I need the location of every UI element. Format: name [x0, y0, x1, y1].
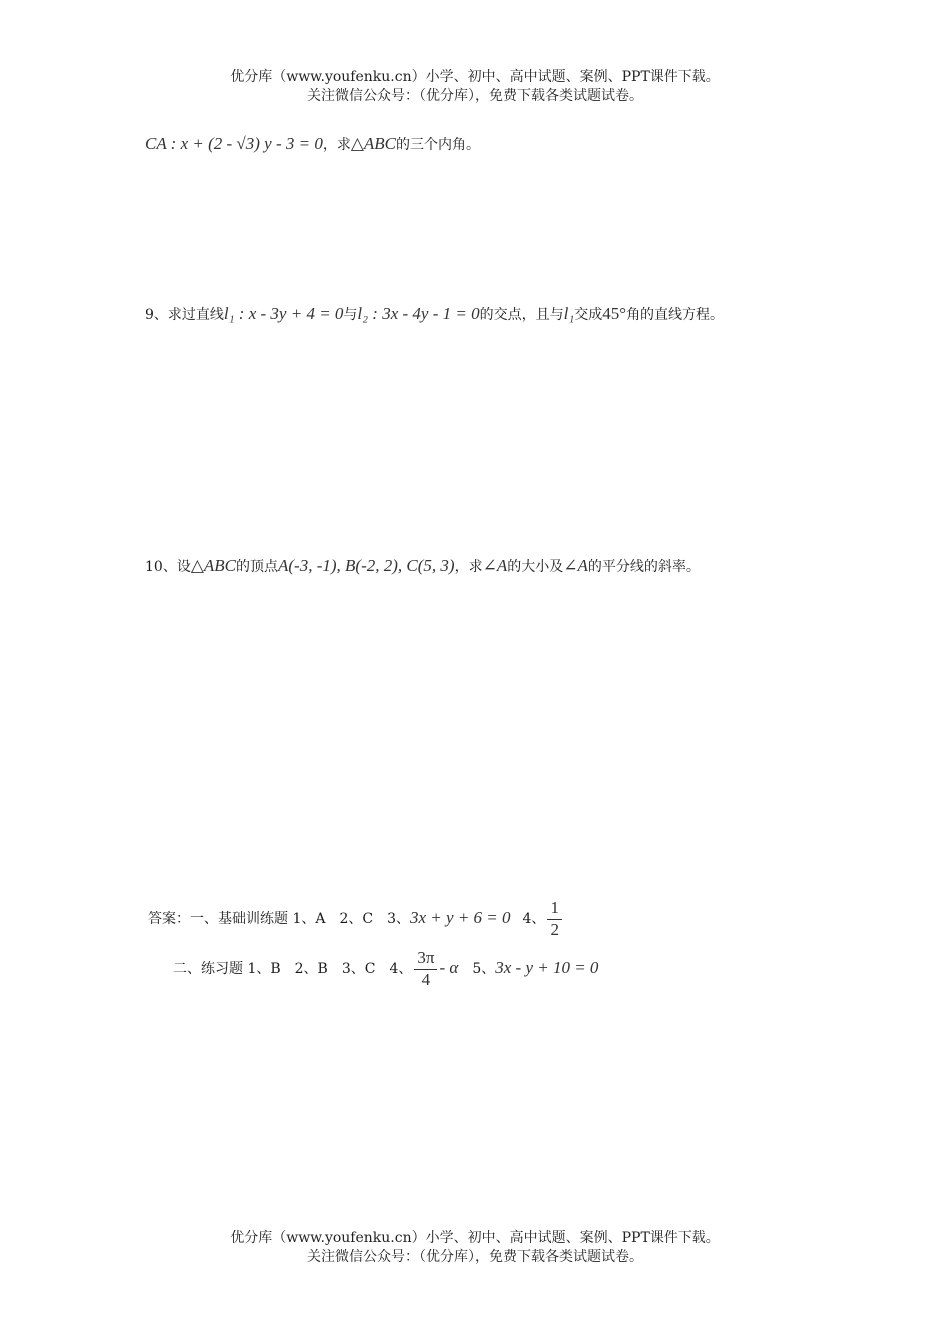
q10-prefix: 10、设	[145, 559, 191, 575]
fraction-numerator: 3π	[414, 948, 437, 970]
triangle-abc: △ABC	[350, 134, 397, 153]
line-ca-equation: CA : x + (2 - √3) y - 3 = 0	[145, 134, 323, 153]
q9-mid: 的交点，且与	[479, 307, 564, 323]
answer-5-equation: 3x - y + 10 = 0	[495, 958, 599, 977]
triangle-abc: △ABC	[190, 556, 237, 575]
footer-source-line: 优分库（www.youfenku.cn）小学、初中、高中试题、案例、PPT课件下载。	[230, 1230, 720, 1246]
header-source-line: 优分库（www.youfenku.cn）小学、初中、高中试题、案例、PPT课件下载。	[230, 69, 720, 85]
q9-and: 与	[343, 307, 358, 323]
header-wechat-line: 关注微信公众号：（优分库），免费下载各类试题试卷。	[307, 88, 643, 104]
answers-basic	[148, 898, 564, 940]
answers-basic-prefix: 答案：一、基础训练题 1、A 2、C 3、	[148, 911, 410, 927]
fraction-denominator: 2	[550, 920, 559, 939]
answer-3-equation: 3x + y + 6 = 0	[410, 908, 511, 927]
question-8-tail	[145, 134, 480, 154]
answers-practice	[173, 948, 598, 990]
q10-mid: 的大小及	[507, 559, 564, 575]
q9-prefix: 9、求过直线	[145, 307, 224, 323]
answer-4-fraction	[547, 898, 562, 940]
question-9	[145, 304, 724, 324]
line-l1-ref: l₁	[563, 304, 575, 323]
q10-ask: ，求	[454, 559, 483, 575]
vertex-coordinates: A(-3, -1), B(-2, 2), C(5, 3)	[278, 556, 455, 575]
answer-4-fraction-pi	[414, 948, 437, 990]
footer-wechat-line: 关注微信公众号：（优分库），免费下载各类试题试卷。	[307, 1249, 643, 1265]
q10-vertices-label: 的顶点	[236, 559, 279, 575]
answer-4-label: 4、	[522, 911, 546, 927]
question-10	[145, 556, 700, 576]
angle-a: ∠A	[482, 556, 508, 575]
fraction-numerator: 1	[547, 898, 562, 920]
answers-practice-prefix: 二、练习题 1、B 2、B 3、C 4、	[173, 961, 413, 977]
line-l2-equation: l₂ : 3x - 4y - 1 = 0	[357, 304, 480, 323]
q8-ask-text: ，求	[322, 137, 351, 153]
angle-a-bisector: ∠A	[563, 556, 588, 575]
minus-alpha: - α	[439, 958, 459, 977]
line-l1-equation: l₁ : x - 3y + 4 = 0	[223, 304, 344, 323]
q8-end-text: 的三个内角。	[396, 137, 481, 153]
angle-45: 45°	[602, 304, 627, 323]
q9-end: 角的直线方程。	[626, 307, 725, 323]
q9-cross: 交成	[574, 307, 603, 323]
answer-5-label: 5、	[472, 961, 496, 977]
q10-end: 的平分线的斜率。	[587, 559, 700, 575]
fraction-denominator: 4	[421, 970, 431, 989]
